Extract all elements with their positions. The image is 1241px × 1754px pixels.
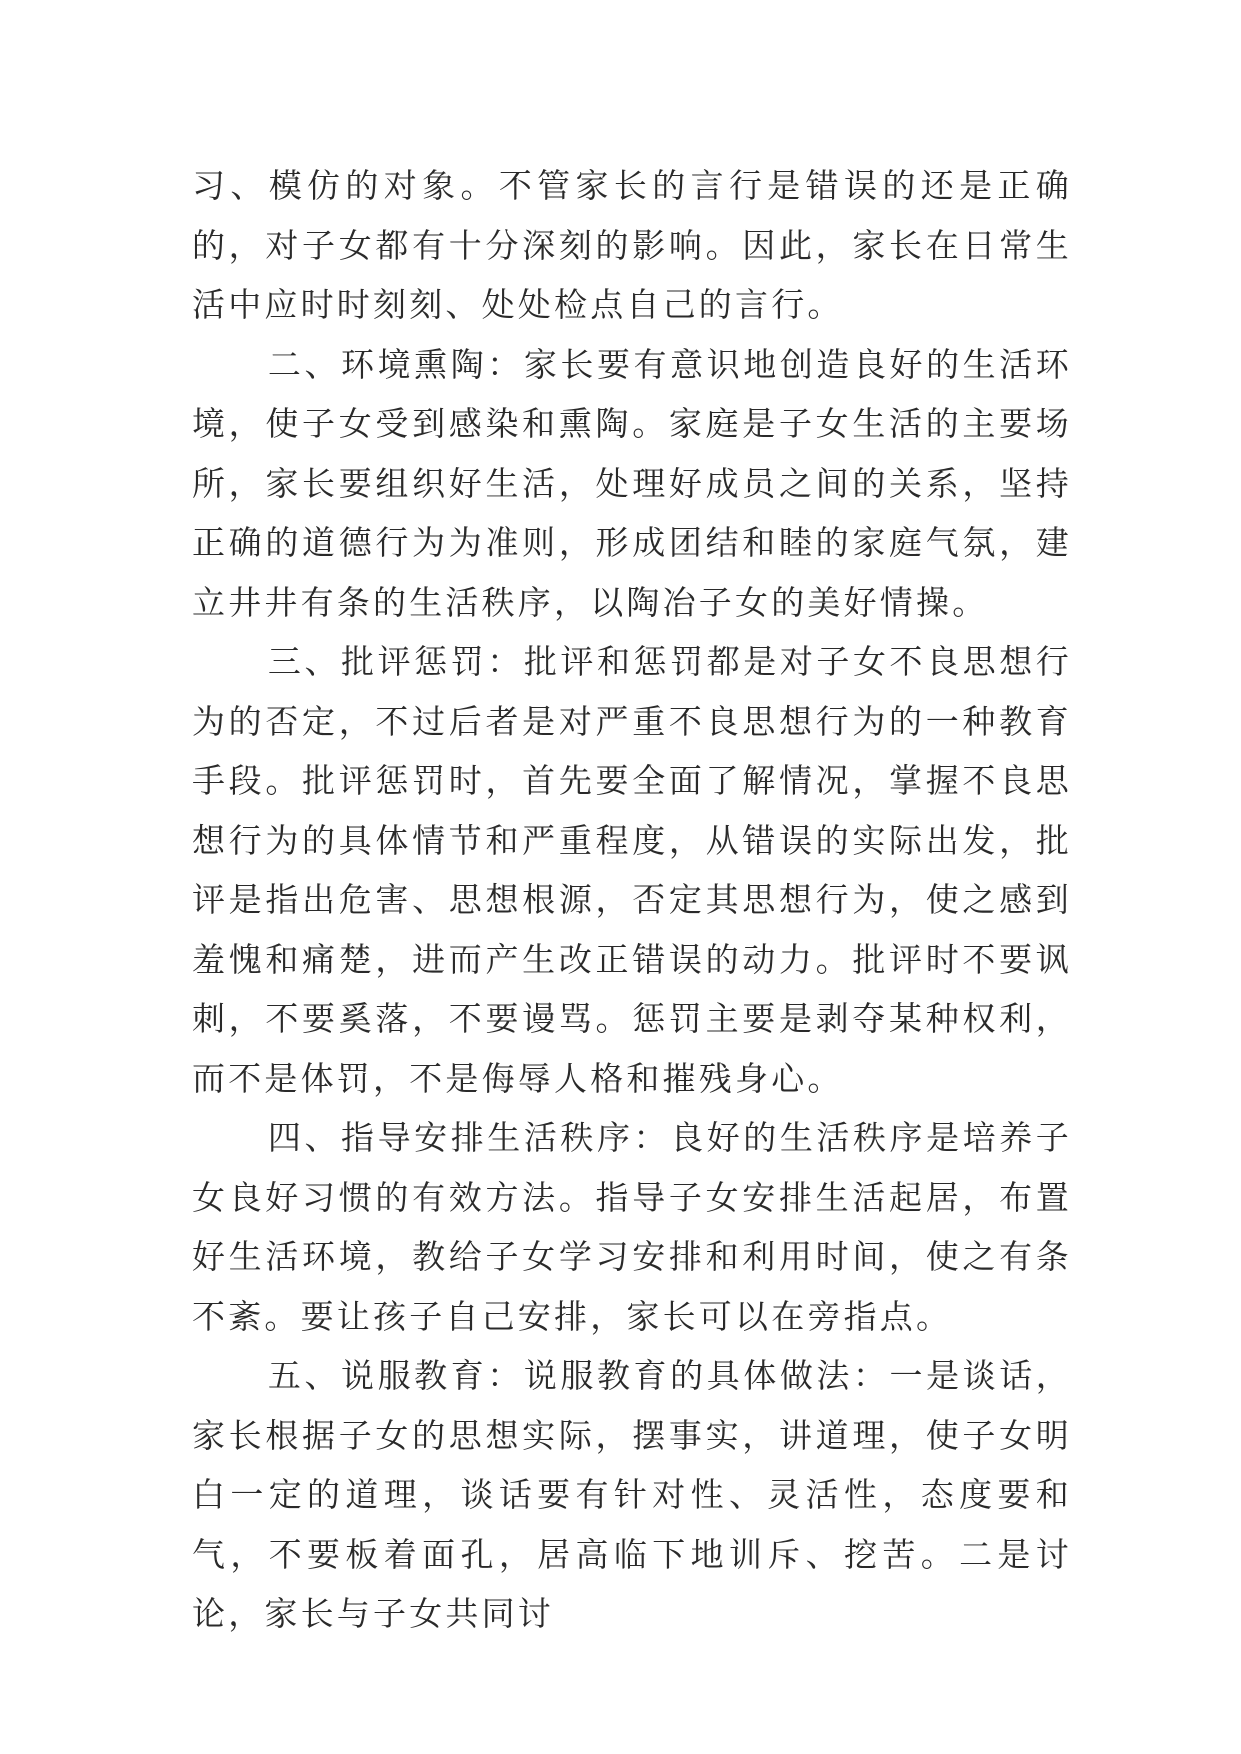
paragraph-life-order: 四、指导安排生活秩序：良好的生活秩序是培养子女良好习惯的有效方法。指导子女安排生活起居，布置好生活环境，教给子女学习安排和利用时间，使之有条不紊。要让孩子自己安排，家长可以在旁指点。 xyxy=(192,1118,1072,1336)
paragraph-environment: 二、环境熏陶：家长要有意识地创造良好的生活环境，使子女受到感染和熏陶。家庭是子女生活的主要场所，家长要组织好生活，处理好成员之间的关系，坚持正确的道德行为为准则，形成团结和睦的家庭气氛，建立井井有条的生活秩序，以陶冶子女的美好情操。 xyxy=(192,344,1072,622)
paragraph-persuasion: 五、说服教育：说服教育的具体做法：一是谈话，家长根据子女的思想实际，摆事实，讲道理，使子女明白一定的道理，谈话要有针对性、灵活性，态度要和气，不要板着面孔，居高临下地训斥、挖苦。二是讨论，家长与子女共同讨 xyxy=(192,1356,1072,1633)
paragraph-continued: 习、模仿的对象。不管家长的言行是错误的还是正确的，对子女都有十分深刻的影响。因此，家长在日常生活中应时时刻刻、处处检点自己的言行。 xyxy=(192,166,1072,324)
paragraph-criticism: 三、批评惩罚：批评和惩罚都是对子女不良思想行为的否定，不过后者是对严重不良思想行为的一种教育手段。批评惩罚时，首先要全面了解情况，掌握不良思想行为的具体情节和严重程度，从错误的实际出发，批评是指出危害、思想根源，否定其思想行为，使之感到羞愧和痛楚，进而产生改正错误的动力。批评时不要讽刺，不要奚落，不要谩骂。惩罚主要是剥夺某种权利，而不是体罚，不是侮辱人格和摧残身心。 xyxy=(192,642,1072,1098)
document-body xyxy=(192,156,1072,1644)
